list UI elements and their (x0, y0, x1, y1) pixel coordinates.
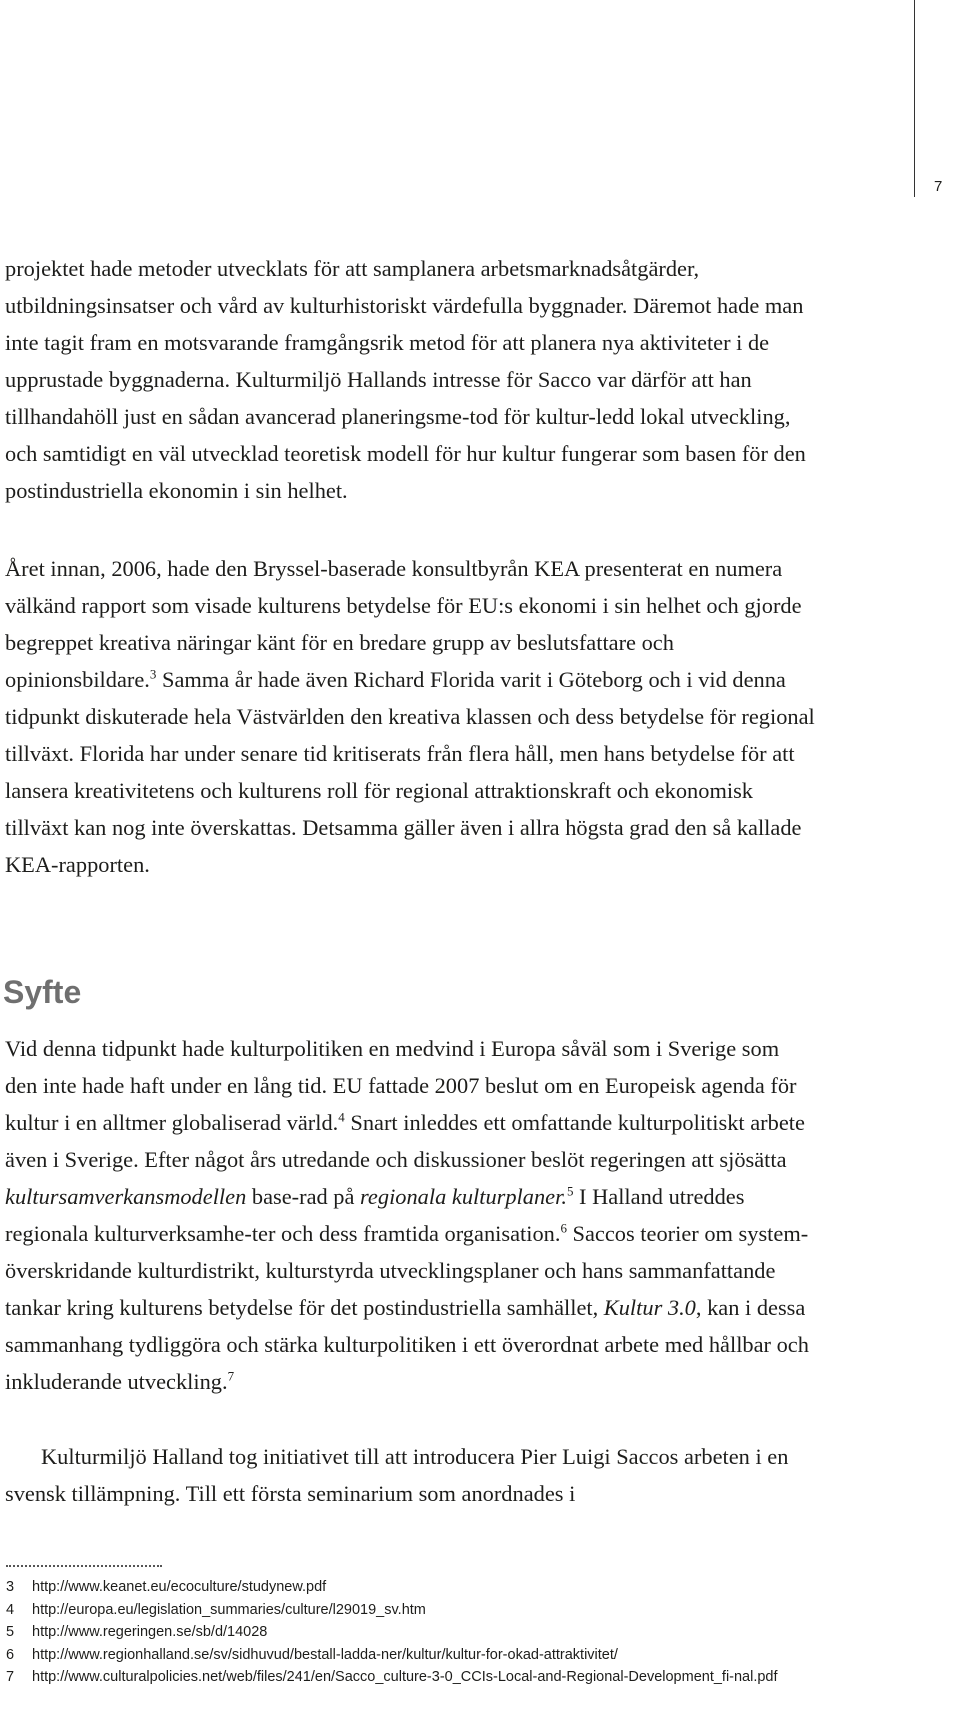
body-paragraph-2 (5, 550, 815, 883)
footnote-ref-7: 7 (227, 1368, 235, 1384)
section-heading-syfte: Syfte (3, 974, 82, 1010)
footnote-ref-6: 6 (560, 1220, 567, 1236)
footnote-ref-5: 5 (566, 1183, 574, 1199)
footnote-number: 5 (6, 1624, 15, 1640)
paragraph-3-text-e: Saccos teorier om system-överskridande kulturdistrikt, kulturstyrda utvecklingsplaner och hans sammanfattande tankar kring kulturens betydelse för det postindustriella samhället, (5, 1221, 809, 1320)
paragraph-3-text-a: Vid denna tidpunkt hade kulturpolitiken en medvind i Europa såväl som i Sverige som den inte hade haft under en lång tid. EU fattade 2007 beslut om en Europeisk agenda för kultur i en alltmer globaliserad värld. (5, 1036, 797, 1135)
footnote-item (6, 1621, 806, 1644)
footnote-item (6, 1599, 806, 1622)
paragraph-3-text-c: base-rad på (246, 1184, 361, 1209)
page-margin-rule (914, 0, 915, 197)
footnote-link[interactable]: http://www.keanet.eu/ecoculture/studynew.pdf (32, 1579, 327, 1595)
body-paragraph-3 (5, 1030, 815, 1400)
footnote-item (6, 1644, 806, 1667)
footnote-number: 7 (6, 1669, 15, 1685)
italic-term-regionala-kulturplaner: regionala kulturplaner. (360, 1184, 567, 1209)
footnote-number: 3 (6, 1579, 15, 1595)
footnote-link[interactable]: http://www.regionhalland.se/sv/sidhuvud/bestall-ladda-ner/kultur/kultur-for-okad-attraktivitet/ (32, 1646, 618, 1663)
page-number: 7 (934, 178, 943, 195)
paragraph-2-text-b: Samma år hade även Richard Florida varit i Göteborg och i vid denna tidpunkt diskuterade hela Västvärlden den kreativa klassen och dess betydelse för regional tillväxt. Florida har under senare tid kritiserats från flera håll, men hans betydelse för att lansera kreativitetens och kulturens roll för regional attraktionskraft och ekonomisk tillväxt kan nog inte överskattas. Detsamma gäller även i allra högsta grad den så kallade KEA-rapporten. (5, 667, 815, 877)
footnote-item (6, 1666, 806, 1689)
footnote-link[interactable]: http://www.regeringen.se/sb/d/14028 (32, 1624, 268, 1640)
footnote-number: 4 (6, 1601, 15, 1618)
paragraph-2-text-a: Året innan, 2006, hade den Bryssel-baserade konsultbyrån KEA presenterat en numera välkänd rapport som visade kulturens betydelse för EU:s ekonomi i sin helhet och gjorde begreppet kreativa näringar känt för en bredare grupp av beslutsfattare och opinionsbildare. (5, 556, 802, 692)
body-paragraph-4: Kulturmiljö Halland tog initiativet till att introducera Pier Luigi Saccos arbeten i en svensk tillämpning. Till ett första seminarium som anordnades i (5, 1444, 789, 1506)
paragraph-3-text-b: Snart inleddes ett omfattande kulturpolitiskt arbete även i Sverige. Efter något års utredande och diskussioner beslöt regeringen att sjösätta (5, 1110, 805, 1172)
paragraph-3-text-d: I Halland utreddes regionala kulturverksamhe-ter och dess framtida organisation. (5, 1184, 745, 1246)
footnote-separator (6, 1565, 162, 1567)
footnote-link[interactable]: http://www.culturalpolicies.net/web/files/241/en/Sacco_culture-3-0_CCIs-Local-and-Regional-Development_fi-nal.pdf (32, 1669, 778, 1685)
footnotes-list (6, 1576, 806, 1689)
italic-term-kultursamverkansmodellen: kultursamverkansmodellen (5, 1184, 247, 1209)
footnote-link[interactable]: http://europa.eu/legislation_summaries/culture/l29019_sv.htm (32, 1601, 426, 1618)
footnote-ref-3: 3 (149, 666, 157, 682)
italic-term-kultur-3-0: Kultur 3.0 (603, 1295, 696, 1320)
footnote-ref-4: 4 (338, 1109, 345, 1125)
footnote-item (6, 1576, 806, 1599)
body-paragraph-1: projektet hade metoder utvecklats för att samplanera arbetsmarknadsåtgärder, utbildningsinsatser och vård av kulturhistoriskt värdefulla byggnader. Däremot hade man inte tagit fram en motsvarande framgångsrik metod för att planera nya aktiviteter i de upprustade byggnaderna. Kulturmiljö Hallands intresse för Sacco var därför att han tillhandahöll just en sådan avancerad planeringsme-tod för kultur-ledd lokal utveckling, och samtidigt en väl utvecklad teoretisk modell för hur kultur fungerar som basen för den postindustriella ekonomin i sin helhet. (5, 256, 806, 503)
paragraph-3-text-f: , kan i dessa sammanhang tydliggöra och stärka kulturpolitiken i ett överordnat arbete med hållbar och inkluderande utveckling. (5, 1295, 809, 1394)
footnote-number: 6 (6, 1646, 15, 1663)
